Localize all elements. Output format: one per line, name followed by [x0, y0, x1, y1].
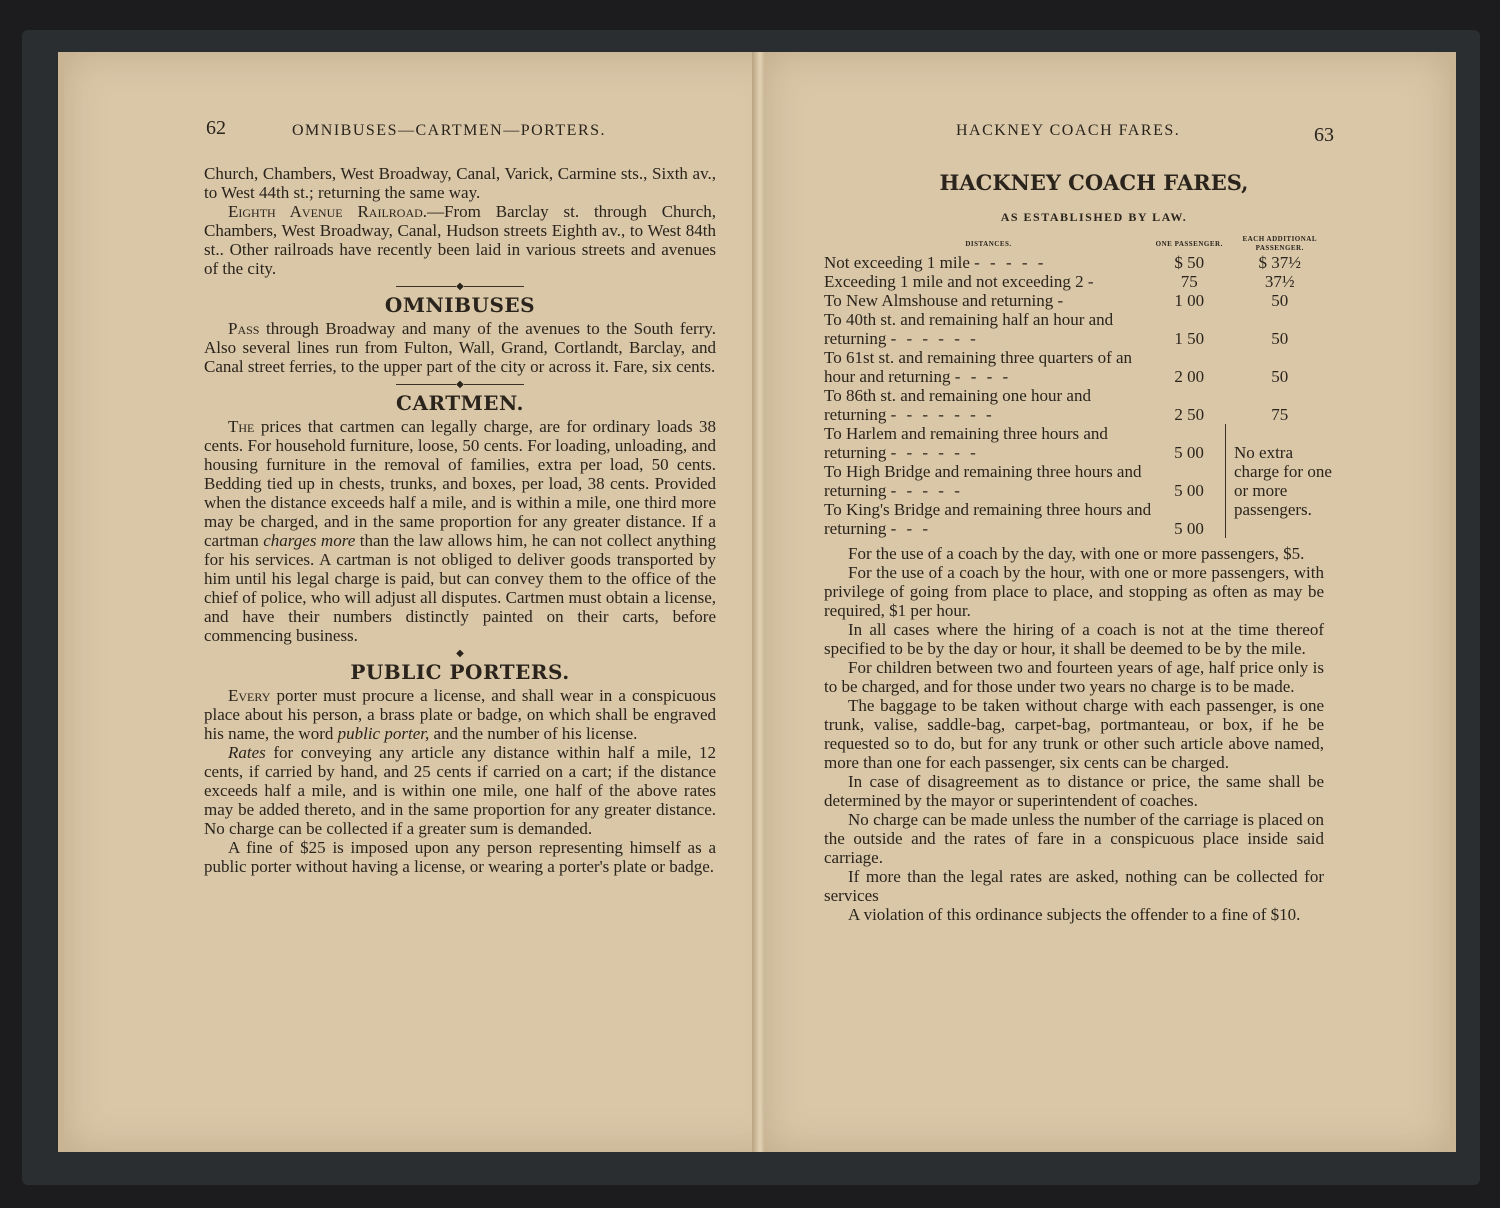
fare-distance: To New Almshouse and returning -	[824, 291, 1067, 310]
eighth-avenue-paragraph	[204, 202, 716, 278]
no-extra-note: No extra charge for one or more passengers.	[1226, 424, 1335, 538]
cartmen-lead: The	[228, 417, 255, 436]
fare-one-passenger: 5 00	[1174, 481, 1204, 500]
fare-row	[824, 348, 1334, 386]
header-distances: DISTANCES.	[965, 239, 1012, 248]
running-head-right: HACKNEY COACH FARES.	[956, 122, 1181, 139]
porters-paragraph	[204, 686, 716, 743]
fare-distance: To King's Bridge and remaining three hours and returning - - -	[824, 500, 1152, 538]
fare-each-additional: 50	[1271, 329, 1289, 348]
fares-title: HACKNEY COACH FARES,	[939, 170, 1249, 195]
fare-one-passenger: 2 00	[1174, 367, 1205, 386]
fare-row	[824, 291, 1334, 310]
running-head-left: OMNIBUSES—CARTMEN—PORTERS.	[292, 122, 607, 139]
divider: ◆	[204, 282, 716, 292]
fares-table	[824, 235, 1334, 538]
fare-each-additional: 50	[1271, 367, 1289, 386]
fare-rule-paragraph: For the use of a coach by the hour, with one or more passengers, with privilege of going from place to place, and stopping as often as may be required, $1 per hour.	[824, 563, 1324, 620]
fare-rule-paragraph: In all cases where the hiring of a coach is not at the time thereof specified to be by the day or hour, it shall be deemed to be by the mile.	[824, 620, 1324, 658]
cartmen-heading: CARTMEN.	[396, 391, 524, 415]
fare-rule-paragraph: If more than the legal rates are asked, nothing can be collected for services	[824, 867, 1324, 905]
fare-each-additional: 50	[1271, 291, 1289, 310]
fare-row	[824, 253, 1334, 272]
fare-each-additional: $ 37½	[1258, 253, 1301, 272]
page-number-right: 63	[1314, 124, 1334, 146]
fare-distance: Not exceeding 1 mile - - - - -	[824, 253, 1047, 272]
omnibuses-text: through Broadway and many of the avenues to the South ferry. Also several lines run from Fulton, Wall, Grand, Cortlandt, Barclay, and Canal street ferries, to the upper part of the city or across it. Fare, six cents.	[204, 319, 716, 376]
fare-each-additional: 75	[1271, 405, 1289, 424]
eighth-avenue-text: —From Barclay st. through Church, Chambers, West Broadway, Canal, Hudson streets Eighth av., to West 84th st.. Other railroads have recently been laid in various streets and avenues of the city.	[204, 202, 717, 278]
fare-one-passenger: $ 50	[1174, 253, 1205, 272]
rates-text: for conveying any article any distance within half a mile, 12 cents, if carried by hand, and 25 cents if carried on a cart; if the distance exceeds half a mile, and is within one mile, one half of the above rates may be added thereto, and in the same proportion for any greater distance. No charge can be collected if a greater sum is demanded.	[204, 743, 716, 838]
divider: ◆	[204, 380, 716, 390]
cartmen-italic: charges more	[263, 531, 356, 550]
divider: ◆	[456, 648, 464, 659]
header-one-passenger: ONE PASSENGER.	[1155, 239, 1223, 248]
omnibuses-paragraph	[204, 319, 716, 376]
fare-one-passenger: 1 00	[1174, 291, 1205, 310]
right-body	[824, 544, 1324, 924]
header-each-additional: EACH ADDITIONAL PASSENGER.	[1242, 235, 1318, 252]
fare-distance: To 40th st. and remaining half an hour and returning - - - - - -	[824, 310, 1114, 348]
porters-italic: public porter,	[337, 724, 430, 743]
fare-one-passenger: 1 50	[1174, 329, 1205, 348]
left-page	[58, 52, 786, 1152]
eighth-avenue-lead: Eighth Avenue Railroad.	[228, 202, 428, 221]
intro-paragraph: Church, Chambers, West Broadway, Canal, Varick, Carmine sts., Sixth av., to West 44th st.; returning the same way.	[204, 164, 716, 202]
fare-one-passenger: 75	[1180, 272, 1198, 291]
fare-row	[824, 424, 1334, 462]
fare-row	[824, 386, 1334, 424]
fare-row	[824, 310, 1334, 348]
fare-each-additional: 37½	[1264, 272, 1295, 291]
fare-distance: Exceeding 1 mile and not exceeding 2 -	[824, 272, 1097, 291]
fare-rule-paragraph: In case of disagreement as to distance or price, the same shall be determined by the mayor or superintendent of coaches.	[824, 772, 1324, 810]
omnibuses-heading: OMNIBUSES	[384, 293, 536, 317]
fare-one-passenger: 5 00	[1174, 443, 1204, 462]
rates-paragraph	[204, 743, 716, 838]
fare-distance: To 61st st. and remaining three quarters of an hour and returning - - - -	[824, 348, 1133, 386]
fare-one-passenger: 2 50	[1174, 405, 1205, 424]
left-body	[204, 164, 716, 876]
rates-italic: Rates	[228, 743, 266, 762]
cartmen-text-1: prices that cartmen can legally charge, are for ordinary loads 38 cents. For household furniture, loose, 50 cents. For loading, unloading, and housing furniture in the removal of families, extra per load, 50 cents. Bedding tied up in chests, trunks, and boxes, per load, 38 cents. Provided when the distance exceeds half a mile, and is within a mile, one third more may be charged, and in the same proportion for any greater distance. If a cartman	[204, 417, 716, 550]
fare-distance: To 86th st. and remaining one hour and returning - - - - - - -	[824, 386, 1091, 424]
right-page	[764, 52, 1456, 1152]
porters-heading: PUBLIC PORTERS.	[350, 660, 570, 684]
fare-rule-paragraph: For children between two and fourteen years of age, half price only is to be charged, and for those under two years no charge is to be made.	[824, 658, 1324, 696]
omnibuses-lead: Pass	[228, 319, 260, 338]
porters-text-2: and the number of his license.	[429, 724, 638, 743]
porters-text-1: porter must procure a license, and shall wear in a conspicuous place about his person, a brass plate or badge, on which shall be engraved his name, the word	[204, 686, 716, 743]
fare-rule-paragraph: No charge can be made unless the number of the carriage is placed on the outside and the rates of fare in a conspicuous place inside said carriage.	[824, 810, 1324, 867]
fare-rule-paragraph: For the use of a coach by the day, with one or more passengers, $5.	[848, 544, 1305, 563]
fare-distance: To Harlem and remaining three hours and returning - - - - - -	[824, 424, 1108, 462]
fine-paragraph: A fine of $25 is imposed upon any person representing himself as a public porter without having a license, or wearing a porter's plate or badge.	[204, 838, 716, 876]
porters-lead: Every	[228, 686, 271, 705]
page-number-left: 62	[206, 117, 226, 139]
fare-rule-paragraph: A violation of this ordinance subjects the offender to a fine of $10.	[848, 905, 1301, 924]
fare-row	[824, 272, 1334, 291]
fares-subtitle: AS ESTABLISHED BY LAW.	[1000, 210, 1188, 224]
cartmen-paragraph	[204, 417, 716, 645]
fare-one-passenger: 5 00	[1174, 519, 1204, 538]
fare-distance: To High Bridge and remaining three hours and returning - - - - -	[824, 462, 1142, 500]
cartmen-text-2: than the law allows him, he can not collect anything for his services. A cartman is not obliged to deliver goods transported by him until his legal charge is paid, but can convey them to the office of the chief of police, who will adjust all disputes. Cartmen must obtain a license, and have their numbers distinctly painted on their carts, before commencing business.	[204, 531, 717, 645]
fare-rule-paragraph: The baggage to be taken without charge with each passenger, is one trunk, valise, saddle-bag, carpet-bag, portmanteau, or box, if he be requested so to do, but for any trunk or other such article above named, more than one for each passenger, six cents can be charged.	[824, 696, 1324, 772]
